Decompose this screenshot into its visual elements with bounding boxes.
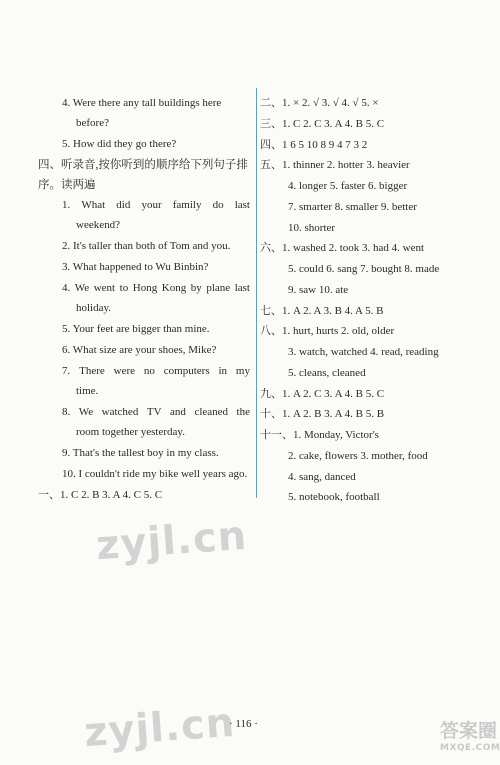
page-number: · 116 · [229,718,258,730]
column-divider [256,88,257,498]
sentence-6: 6. What size are your shoes, Mike? [62,344,217,356]
answers-section-8-line3: 5. cleans, cleaned [288,367,366,379]
word: 1. [62,199,71,211]
section-4-heading-line1: 四、听录音,按你听到的顺序给下列句子排 [38,159,248,171]
word: last [234,199,250,211]
sentence-3: 3. What happened to Wu Binbin? [62,261,209,273]
logo-line2: MXQE.COM [440,743,500,753]
left-q4-line1: 4. Were there any tall buildings here [62,97,222,109]
site-logo [440,720,498,764]
word: do [212,199,224,211]
sentence-8-line2: room together yesterday. [76,426,185,438]
sentence-4-line2: holiday. [76,302,112,314]
word: There [79,365,105,377]
word: 7. [62,365,71,377]
left-q5: 5. How did they go there? [62,138,177,150]
word: no [143,365,155,377]
answers-section-8-line1: 八、1. hurt, hurts 2. old, older [260,325,395,337]
sentence-7-line2: time. [76,385,99,397]
answers-section-5-line3: 7. smarter 8. smaller 9. better [288,201,417,213]
answers-section-5-line2: 4. longer 5. faster 6. bigger [288,180,408,192]
answers-section-11-line1: 十一、1. Monday, Victor's [260,429,379,441]
word: watched [101,406,139,418]
answers-section-6-line2: 5. could 6. sang 7. bought 8. made [288,263,440,275]
word: Hong [132,282,158,294]
answers-section-4: 四、1 6 5 10 8 9 4 7 3 2 [260,139,368,151]
sentence-8-line1 [62,405,250,419]
word: plane [206,282,231,294]
answers-section-11-line2: 2. cake, flowers 3. mother, food [288,450,428,462]
word: 8. [62,406,71,418]
word: Kong [161,282,187,294]
answers-section-9: 九、1. A 2. C 3. A 4. B 5. C [260,388,385,400]
answers-section-6-line1: 六、1. washed 2. took 3. had 4. went [260,242,425,254]
answers-section-3: 三、1. C 2. C 3. A 4. B 5. C [260,118,385,130]
word: your [141,199,162,211]
answers-section-6-line3: 9. saw 10. ate [288,284,349,296]
word: were [113,365,136,377]
answers-section-5-line1: 五、1. thinner 2. hotter 3. heavier [260,159,410,171]
word: the [236,406,250,418]
left-q4-line2: before? [76,117,109,129]
answers-section-10: 十、1. A 2. B 3. A 4. B 5. B [260,408,385,420]
answers-section-5-line4: 10. shorter [288,222,336,234]
word: did [116,199,131,211]
word: family [172,199,202,211]
sentence-2: 2. It's taller than both of Tom and you. [62,240,231,252]
word: last [234,282,250,294]
sentence-4-line1 [62,281,250,295]
watermark-bottom: zyjl.cn [82,699,237,757]
word: We [78,406,94,418]
answers-section-7: 七、1. A 2. A 3. B 4. A 5. B [260,305,384,317]
section-1-answers: 一、1. C 2. B 3. A 4. C 5. C [38,489,163,501]
answers-section-11-line4: 5. notebook, football [288,491,380,503]
word: to [119,282,129,294]
word: We [74,282,90,294]
word: went [93,282,116,294]
sentence-1-line1 [62,198,250,212]
word: What [81,199,106,211]
section-4-heading-line2: 序。读两遍 [38,179,96,191]
sentence-5: 5. Your feet are bigger than mine. [62,323,210,335]
word: 4. [62,282,71,294]
word: computers [163,365,210,377]
word: TV [146,406,162,418]
sentence-9: 9. That's the tallest boy in my class. [62,447,219,459]
word: my [235,365,250,377]
watermark-middle: zyjl.cn [94,512,249,570]
sentence-1-line2: weekend? [76,219,120,231]
word: by [190,282,202,294]
answers-section-2: 二、1. × 2. √ 3. √ 4. √ 5. × [260,97,379,109]
answers-section-11-line3: 4. sang, danced [288,471,356,483]
word: and [170,406,186,418]
answers-section-8-line2: 3. watch, watched 4. read, reading [288,346,439,358]
logo-line1: 答案圈 [440,720,498,742]
sentence-7-line1 [62,364,250,378]
word: cleaned [194,406,229,418]
sentence-10: 10. I couldn't ride my bike well years ago. [62,468,248,480]
word: in [218,365,228,377]
